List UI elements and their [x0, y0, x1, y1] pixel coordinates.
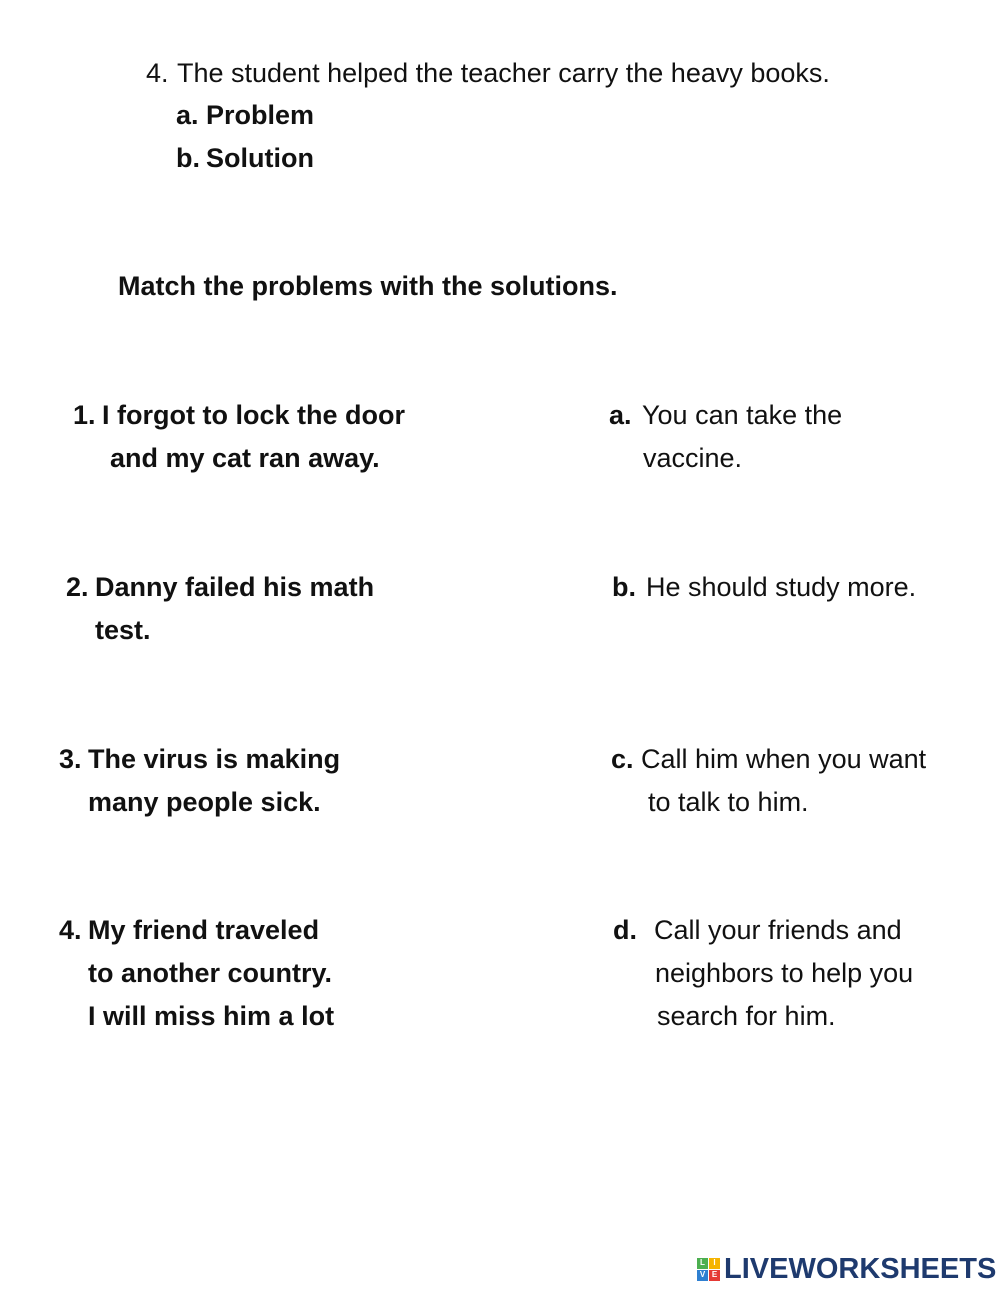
problem-number: 2. — [66, 572, 89, 602]
solution-line: He should study more. — [646, 572, 917, 602]
option-letter: b. — [176, 143, 200, 173]
solution-item-b[interactable] — [612, 566, 916, 609]
problem-number: 4. — [59, 915, 82, 945]
solution-letter: a. — [609, 400, 632, 430]
question-text: The student helped the teacher carry the heavy books. — [177, 58, 830, 88]
solution-line: You can take the — [642, 400, 843, 430]
question-number: 4. — [146, 58, 169, 88]
problem-item-3[interactable] — [59, 738, 340, 824]
option-solution[interactable] — [176, 137, 314, 180]
logo-cell-e: E — [709, 1270, 720, 1281]
solution-line: Call your friends and — [654, 915, 902, 945]
solution-line: to talk to him. — [648, 787, 809, 817]
solution-line: neighbors to help you — [655, 958, 914, 988]
logo-cell-i: I — [709, 1258, 720, 1269]
solution-line: search for him. — [657, 1001, 836, 1031]
solution-line: vaccine. — [643, 443, 743, 473]
solution-letter: d. — [613, 915, 637, 945]
problem-number: 1. — [73, 400, 96, 430]
problem-line: I will miss him a lot — [88, 1001, 335, 1031]
option-problem[interactable] — [176, 94, 314, 137]
solution-letter: b. — [612, 572, 636, 602]
problem-line: many people sick. — [88, 787, 321, 817]
logo-cell-l: L — [697, 1258, 708, 1269]
option-label: Problem — [206, 100, 315, 130]
solution-item-d[interactable] — [613, 909, 913, 1038]
problem-line: Danny failed his math — [95, 572, 375, 602]
live-icon — [697, 1258, 720, 1281]
option-label: Solution — [206, 143, 314, 173]
solution-item-a[interactable] — [609, 394, 842, 480]
instruction-heading: Match the problems with the solutions. — [118, 271, 618, 301]
problem-line: I forgot to lock the door — [102, 400, 405, 430]
problem-line: to another country. — [88, 958, 333, 988]
logo-cell-v: V — [697, 1270, 708, 1281]
solution-item-c[interactable] — [611, 738, 926, 824]
logo-text: LIVEWORKSHEETS — [724, 1253, 997, 1285]
problem-line: and my cat ran away. — [110, 443, 380, 473]
problem-line: My friend traveled — [88, 915, 320, 945]
problem-number: 3. — [59, 744, 82, 774]
solution-letter: c. — [611, 744, 634, 774]
problem-item-4[interactable] — [59, 909, 334, 1038]
liveworksheets-logo — [697, 1254, 996, 1284]
problem-item-2[interactable] — [66, 566, 374, 652]
problem-line: test. — [95, 615, 151, 645]
option-letter: a. — [176, 100, 199, 130]
question-4 — [146, 52, 830, 95]
problem-line: The virus is making — [88, 744, 341, 774]
solution-line: Call him when you want — [641, 744, 927, 774]
problem-item-1[interactable] — [73, 394, 405, 480]
